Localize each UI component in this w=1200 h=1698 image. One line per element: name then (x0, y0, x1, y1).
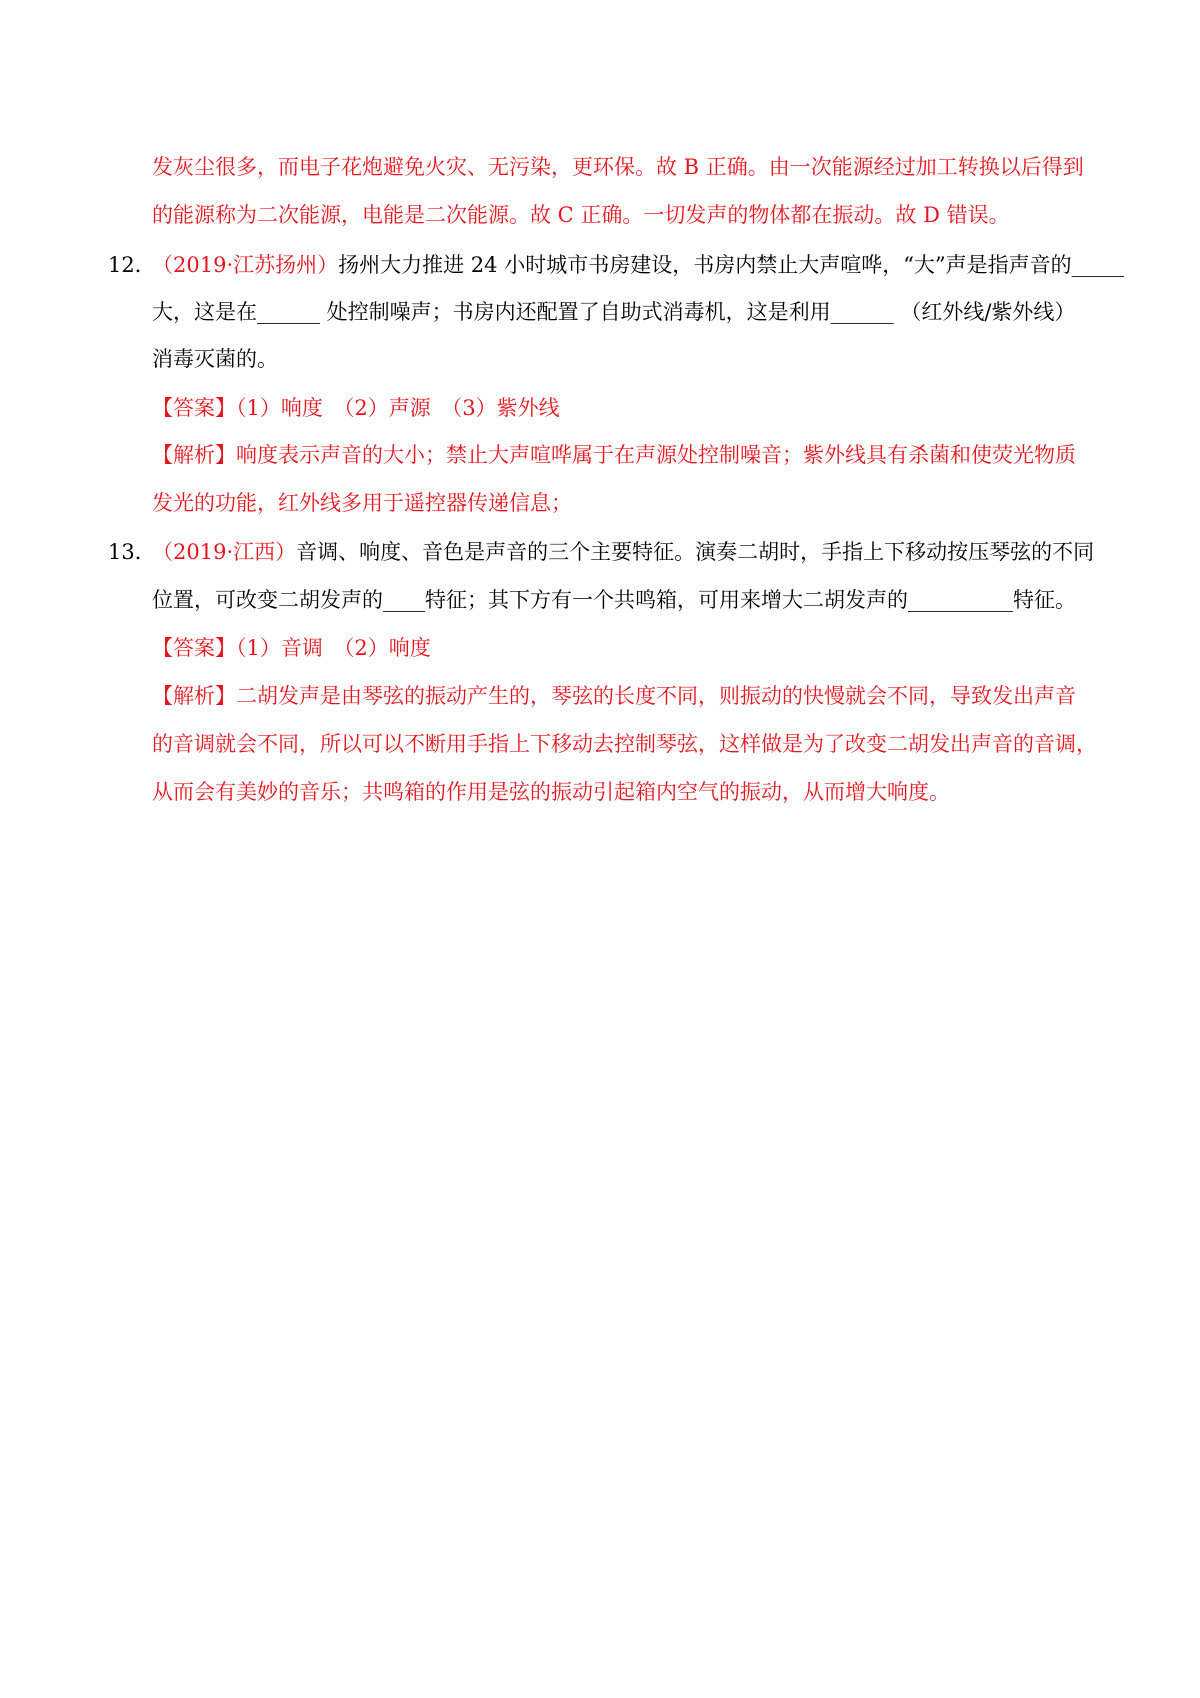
question-12-number: 12． (108, 253, 156, 277)
question-12-analysis-line-1 (152, 440, 1076, 470)
question-12-analysis-line-2: 发光的功能，红外线多用于遥控器传递信息； (152, 491, 572, 515)
question-12-answer (152, 393, 560, 423)
question-13-number: 13． (108, 540, 156, 564)
question-13-text-1: 音调、响度、音色是声音的三个主要特征。演奏二胡时，手指上下移动按压琴弦的不同 (296, 540, 1095, 564)
question-12-line-3: 消毒灭菌的。 (152, 347, 278, 371)
prev-analysis-line-2: 的能源称为二次能源，电能是二次能源。故 C 正确。一切发声的物体都在振动。故 D 错误。 (152, 203, 1010, 227)
analysis-text: 响度表示声音的大小；禁止大声喧哗属于在声源处控制噪音；紫外线具有杀菌和使荧光物质 (236, 443, 1076, 467)
analysis-tag: 【解析】 (152, 684, 236, 708)
question-13-source: （2019·江西） (152, 540, 297, 564)
question-13-line-2: 位置，可改变二胡发声的____特征；其下方有一个共鸣箱，可用来增大二胡发声的__________特征。 (152, 588, 1076, 612)
question-13-answer (152, 633, 431, 663)
analysis-text: 二胡发声是由琴弦的振动产生的，琴弦的长度不同，则振动的快慢就会不同，导致发出声音 (236, 684, 1076, 708)
answer-text: （1）响度 （2）声源 （3）紫外线 (236, 396, 560, 420)
question-12-source: （2019·江苏扬州） (152, 253, 339, 277)
question-13-analysis-line-1 (152, 681, 1076, 711)
answer-tag: 【答案】 (152, 636, 236, 660)
answer-tag: 【答案】 (152, 396, 236, 420)
question-12-line-1 (152, 250, 1124, 280)
question-13-analysis-line-3: 从而会有美妙的音乐；共鸣箱的作用是弦的振动引起箱内空气的振动，从而增大响度。 (152, 780, 950, 804)
question-13-analysis-line-2: 的音调就会不同，所以可以不断用手指上下移动去控制琴弦，这样做是为了改变二胡发出声音的音调， (152, 732, 1097, 756)
answer-text: （1）音调 （2）响度 (236, 636, 431, 660)
question-12-line-2: 大，这是在______ 处控制噪声；书房内还配置了自助式消毒机，这是利用______ （红外线/紫外线） (152, 300, 1076, 324)
analysis-tag: 【解析】 (152, 443, 236, 467)
question-13-line-1 (152, 537, 1094, 567)
prev-analysis-line-1: 发灰尘很多，而电子花炮避免火灾、无污染，更环保。故 B 正确。由一次能源经过加工转换以后得到 (152, 155, 1084, 179)
question-12-text-1: 扬州大力推进 24 小时城市书房建设，书房内禁止大声喧哗，“大”声是指声音的_____ (338, 253, 1125, 277)
